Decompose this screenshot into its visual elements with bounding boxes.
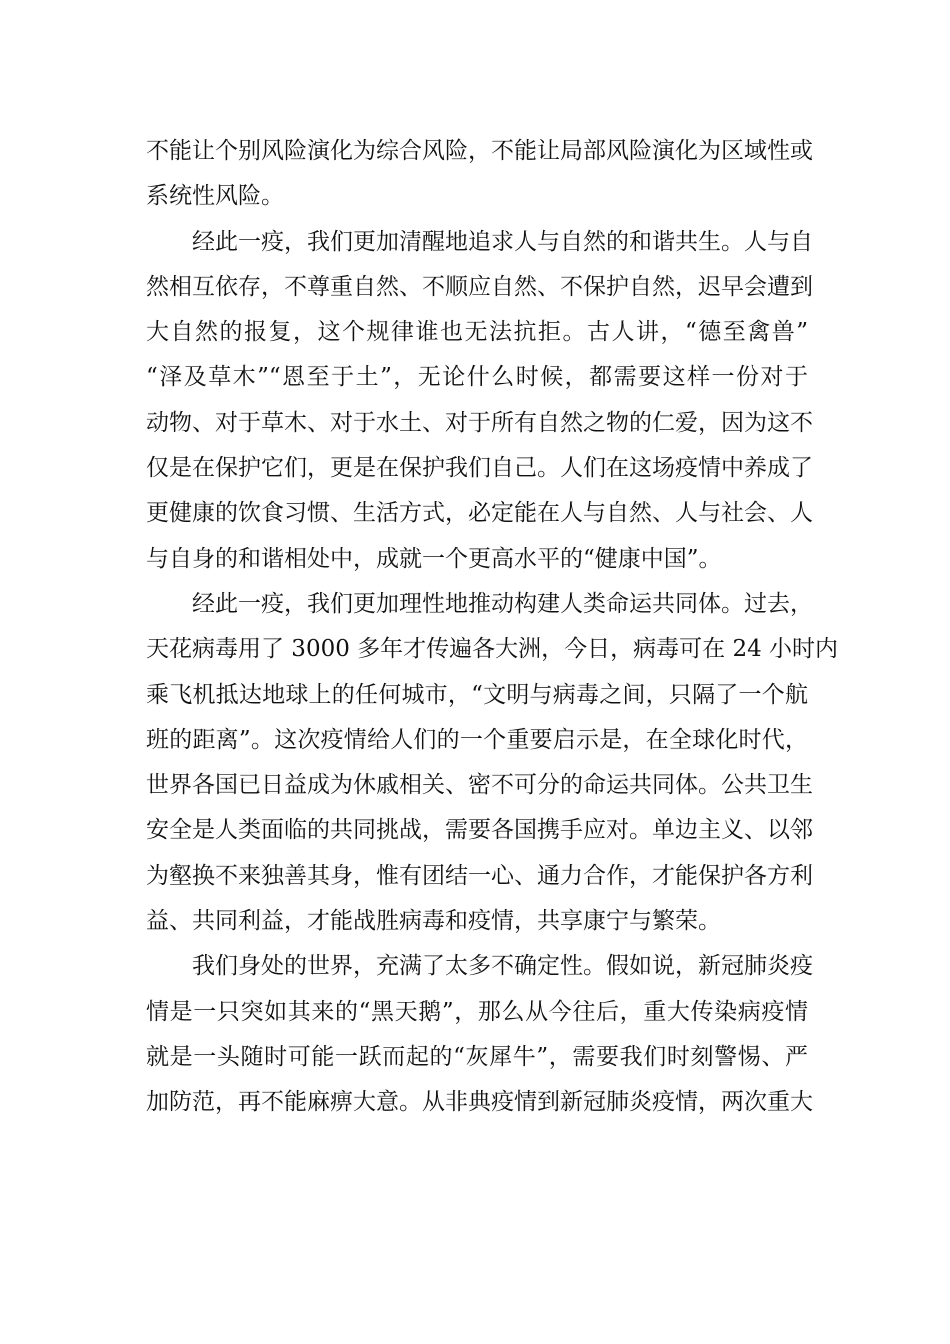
text-line: 仅是在保护它们，更是在保护我们自己。人们在这场疫情中养成了 bbox=[146, 455, 813, 482]
text-line: 大自然的报复，这个规律谁也无法抗拒。古人讲，“德至禽兽” bbox=[146, 319, 808, 346]
text-line: 天花病毒用了 3000 多年才传遍各大洲，今日，病毒可在 24 小时内 bbox=[146, 636, 839, 663]
text-line: 更健康的饮食习惯、生活方式，必定能在人与自然、人与社会、人 bbox=[146, 500, 813, 527]
text-line: 益、共同利益，才能战胜病毒和疫情，共享康宁与繁荣。 bbox=[146, 908, 721, 935]
text-line: 动物、对于草木、对于水土、对于所有自然之物的仁爱，因为这不 bbox=[146, 409, 813, 436]
text-line: 与自身的和谐相处中，成就一个更高水平的“健康中国”。 bbox=[146, 545, 722, 572]
text-line: 为壑换不来独善其身，惟有团结一心、通力合作，才能保护各方利 bbox=[146, 862, 813, 889]
text-line: 加防范，再不能麻痹大意。从非典疫情到新冠肺炎疫情，两次重大 bbox=[146, 1089, 813, 1116]
text-line: 经此一疫，我们更加清醒地追求人与自然的和谐共生。人与自 bbox=[192, 228, 813, 255]
text-line: 我们身处的世界，充满了太多不确定性。假如说，新冠肺炎疫 bbox=[192, 953, 813, 980]
text-line: 不能让个别风险演化为综合风险，不能让局部风险演化为区域性或 bbox=[146, 138, 813, 164]
text-line: 乘飞机抵达地球上的任何城市，“文明与病毒之间，只隔了一个航 bbox=[146, 681, 808, 708]
text-line: 安全是人类面临的共同挑战，需要各国携手应对。单边主义、以邻 bbox=[146, 817, 813, 844]
text-line: 经此一疫，我们更加理性地推动构建人类命运共同体。过去， bbox=[192, 590, 813, 617]
text-line: 班的距离”。这次疫情给人们的一个重要启示是，在全球化时代， bbox=[146, 726, 808, 753]
text-line: 系统性风险。 bbox=[146, 183, 284, 210]
text-line: 情是一只突如其来的“黑天鹅”，那么从今往后，重大传染病疫情 bbox=[146, 998, 808, 1025]
text-line: “泽及草木”“恩至于土”，无论什么时候，都需要这样一份对于 bbox=[146, 364, 808, 391]
text-line: 世界各国已日益成为休戚相关、密不可分的命运共同体。公共卫生 bbox=[146, 772, 813, 799]
text-line: 就是一头随时可能一跃而起的“灰犀牛”，需要我们时刻警惕、严 bbox=[146, 1043, 808, 1070]
body-text bbox=[146, 129, 839, 1126]
text-line: 然相互依存，不尊重自然、不顺应自然、不保护自然，迟早会遭到 bbox=[146, 273, 813, 300]
